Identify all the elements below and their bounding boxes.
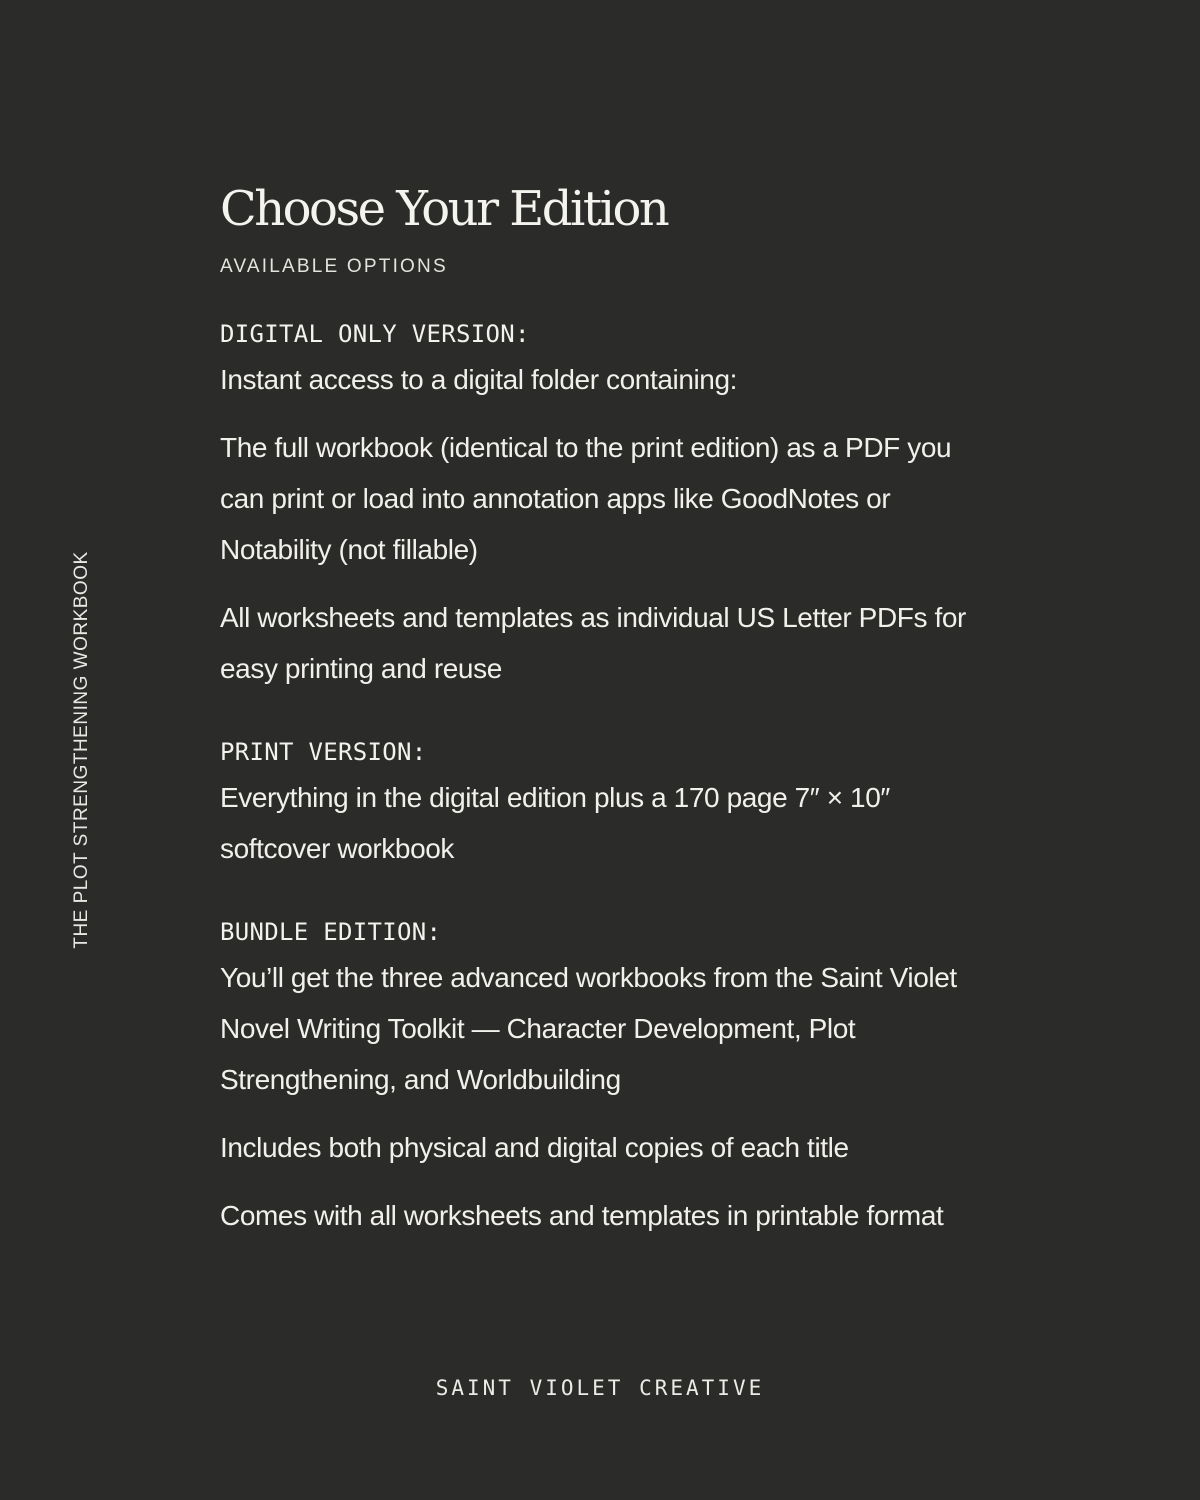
section-heading: DIGITAL ONLY VERSION: [220, 320, 530, 348]
brand-footer: SAINT VIOLET CREATIVE [435, 1376, 765, 1400]
main-content [220, 178, 1000, 1241]
section-paragraph: Everything in the digital edition plus a 170 page 7″ × 10″ softcover workbook [220, 782, 890, 864]
section-bundle [220, 916, 1000, 1241]
section-paragraph: Comes with all worksheets and templates in printable format [220, 1200, 944, 1231]
section-paragraph: Includes both physical and digital copies of each title [220, 1132, 849, 1163]
section-digital [220, 318, 1000, 694]
section-paragraph: All worksheets and templates as individual US Letter PDFs for easy printing and reuse [220, 602, 966, 684]
page-subtitle: AVAILABLE OPTIONS [220, 256, 448, 277]
section-paragraph: Instant access to a digital folder containing: [220, 364, 738, 395]
side-label: THE PLOT STRENGTHENING WORKBOOK [71, 551, 92, 949]
section-paragraph: You’ll get the three advanced workbooks from the Saint Violet Novel Writing Toolkit — Character Development, Plot Strengthening, and Worldbuilding [220, 962, 957, 1095]
section-heading: PRINT VERSION: [220, 738, 427, 766]
page-title: Choose Your Edition [220, 181, 668, 237]
section-heading: BUNDLE EDITION: [220, 918, 442, 946]
section-print [220, 736, 1000, 874]
section-paragraph: The full workbook (identical to the print edition) as a PDF you can print or load into annotation apps like GoodNotes or Notability (not fillable) [220, 432, 952, 565]
